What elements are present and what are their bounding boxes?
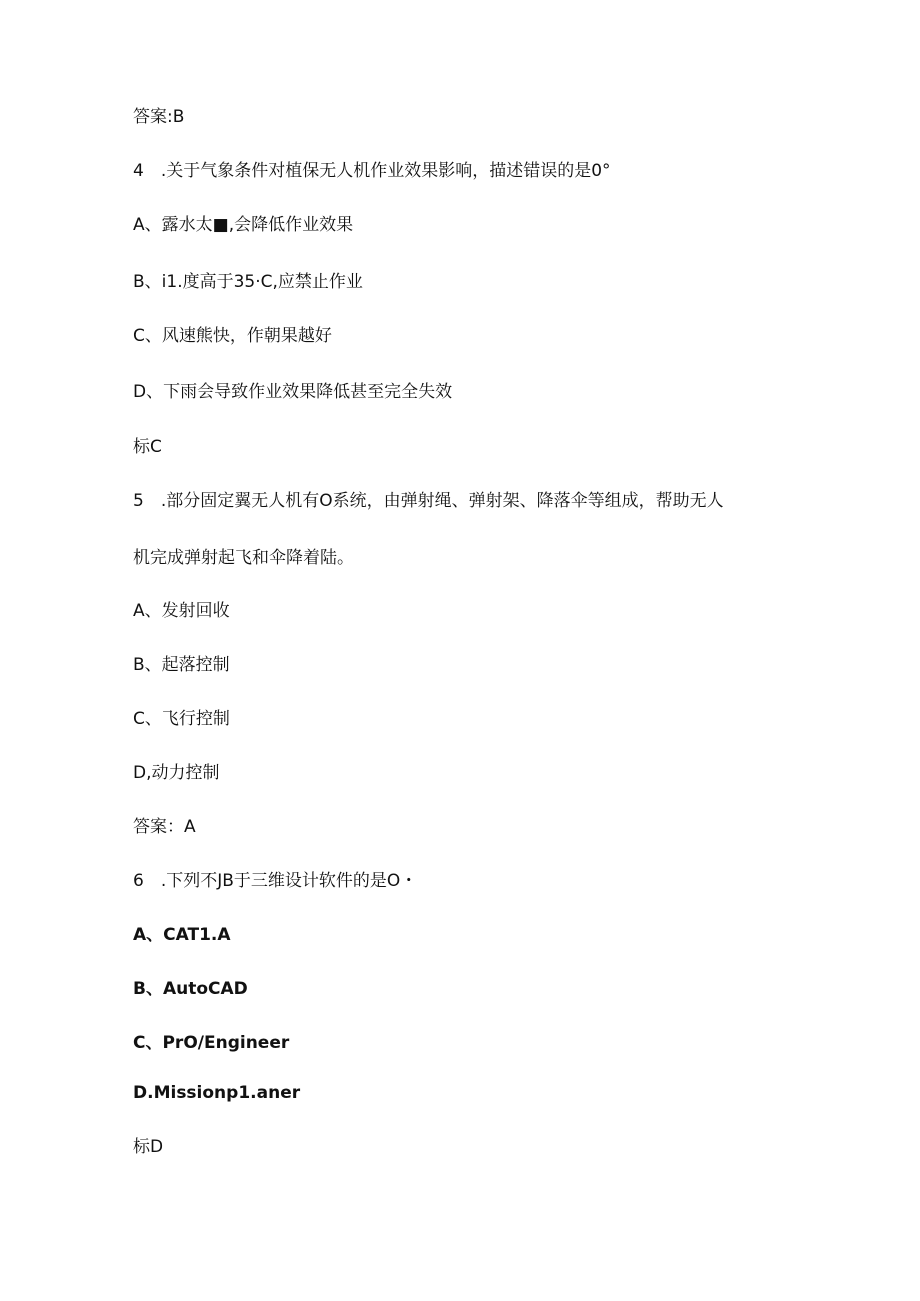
question-5-text-continued: 机完成弹射起飞和伞降着陆。 [133, 548, 354, 568]
option-c: C、飞行控制 [133, 709, 230, 729]
answer-line: 标D [133, 1137, 164, 1157]
option-b: B、i1.度高于35·C,应禁止作业 [133, 272, 363, 292]
answer-line: 答案:B [133, 107, 185, 127]
option-d: D、下雨会导致作业效果降低甚至完全失效 [133, 382, 453, 402]
question-4-text: 4 .关于气象条件对植保无人机作业效果影响，描述错误的是0° [133, 161, 611, 181]
option-c: C、风速熊快，作朝果越好 [133, 326, 332, 346]
option-b: B、AutoCAD [133, 979, 248, 999]
option-a: A、发射回收 [133, 601, 230, 621]
question-5-text: 5 .部分固定翼无人机有O系统，由弹射绳、弹射架、降落伞等组成，帮助无人 [133, 491, 724, 511]
question-6-text: 6 .下列不JB于三维设计软件的是O・ [133, 871, 418, 891]
option-d: D.Missionp1.aner [133, 1083, 301, 1103]
option-a: A、CAT1.A [133, 925, 231, 945]
option-d: D,动力控制 [133, 763, 220, 783]
answer-line: 答案：A [133, 817, 196, 837]
option-c: C、PrO/Engineer [133, 1033, 290, 1053]
answer-line: 标C [133, 437, 162, 457]
option-a: A、露水太■,会降低作业效果 [133, 215, 354, 235]
option-b: B、起落控制 [133, 655, 230, 675]
